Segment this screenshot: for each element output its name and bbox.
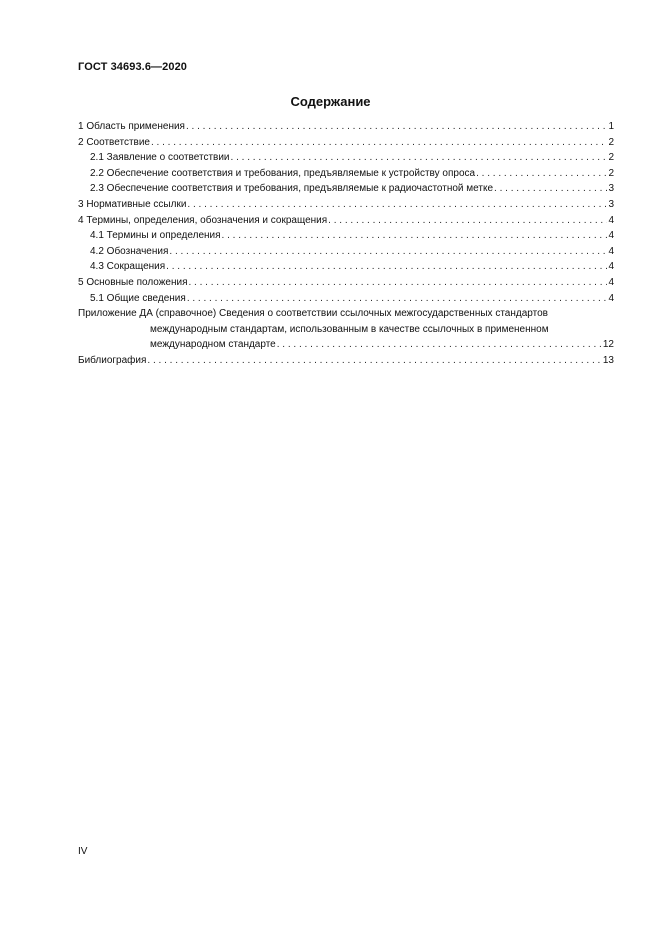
toc-entry-label: 2 Соответствие [78, 136, 150, 148]
toc-entry-page: 2 [608, 152, 614, 164]
toc-entry-2-2[interactable] [78, 166, 614, 182]
toc-entry-label: 2.2 Обеспечение соответствия и требования, предъявляемые к устройству опроса [90, 167, 476, 179]
page-number: IV [78, 846, 88, 857]
toc-entry-bibliography[interactable] [78, 353, 614, 369]
toc-entry-label: 4.2 Обозначения [90, 245, 169, 257]
toc-entry-4-2[interactable] [78, 244, 614, 260]
leader-dots [476, 166, 607, 182]
toc-entry-2-3[interactable] [78, 181, 614, 197]
leader-dots [189, 275, 608, 291]
toc-entry-label: 1 Область применения [78, 121, 185, 132]
toc-entry-label: 5 Основные положения [78, 276, 188, 288]
page-title: Содержание [290, 94, 371, 109]
toc-entry-label: 4.1 Термины и определения [90, 230, 221, 242]
toc-entry-page: 12 [602, 339, 614, 351]
leader-dots [151, 135, 607, 151]
leader-dots [187, 197, 607, 213]
toc-entry-label: 2.3 Обеспечение соответствия и требования, предъявляемые к радиочастотной метке [90, 183, 494, 195]
toc-entry-page: 4 [608, 230, 614, 242]
toc-entry-label: Библиография [78, 354, 147, 366]
toc-entry-label: 3 Нормативные ссылки [78, 198, 187, 210]
leader-dots [186, 119, 607, 135]
toc-entry-4[interactable] [78, 213, 614, 229]
toc-entry-page: 2 [608, 167, 614, 179]
toc-entry-label: 2.1 Заявление о соответствии [90, 152, 230, 164]
leader-dots [147, 353, 601, 369]
toc-entry-3[interactable] [78, 197, 614, 213]
toc-entry-label: 4 Термины, определения, обозначения и сокращения [78, 214, 328, 226]
toc-entry-2-1[interactable] [78, 150, 614, 166]
toc-entry-page: 4 [608, 245, 614, 257]
toc-entry-5-1[interactable] [78, 291, 614, 307]
toc-entry-label: 5.1 Общие сведения [90, 292, 186, 304]
leader-dots [187, 291, 608, 307]
leader-dots [277, 337, 602, 353]
leader-dots [166, 259, 607, 275]
appendix-line-1: Приложение ДА (справочное) Сведения о соответствии ссылочных межгосударственных стандартов [78, 308, 548, 320]
toc-entry-page: 3 [608, 183, 614, 195]
toc-entry-4-3[interactable] [78, 259, 614, 275]
toc-entry-page: 1 [608, 121, 614, 132]
appendix-line-3: международном стандарте [150, 339, 276, 351]
appendix-line-2: международным стандартам, использованным в качестве ссылочных в примененном [150, 323, 549, 335]
document-header: ГОСТ 34693.6—2020 [78, 61, 188, 73]
leader-dots [222, 228, 608, 244]
toc-entry-page: 4 [608, 292, 614, 304]
toc-entry-page: 2 [608, 136, 614, 148]
leader-dots [494, 181, 607, 197]
toc-entry-appendix[interactable] [78, 306, 614, 353]
toc-entry-4-1[interactable] [78, 228, 614, 244]
toc-entry-page: 4 [608, 261, 614, 273]
toc-entry-page: 4 [608, 214, 614, 226]
toc-entry-1[interactable] [78, 119, 614, 135]
toc-entry-label: 4.3 Сокращения [90, 261, 166, 273]
leader-dots [231, 150, 608, 166]
toc-entry-page: 4 [608, 276, 614, 288]
table-of-contents [78, 119, 614, 369]
toc-entry-5[interactable] [78, 275, 614, 291]
toc-entry-page: 3 [608, 198, 614, 210]
leader-dots [169, 244, 607, 260]
toc-entry-page: 13 [602, 354, 614, 366]
leader-dots [328, 213, 607, 229]
toc-entry-2[interactable] [78, 135, 614, 151]
